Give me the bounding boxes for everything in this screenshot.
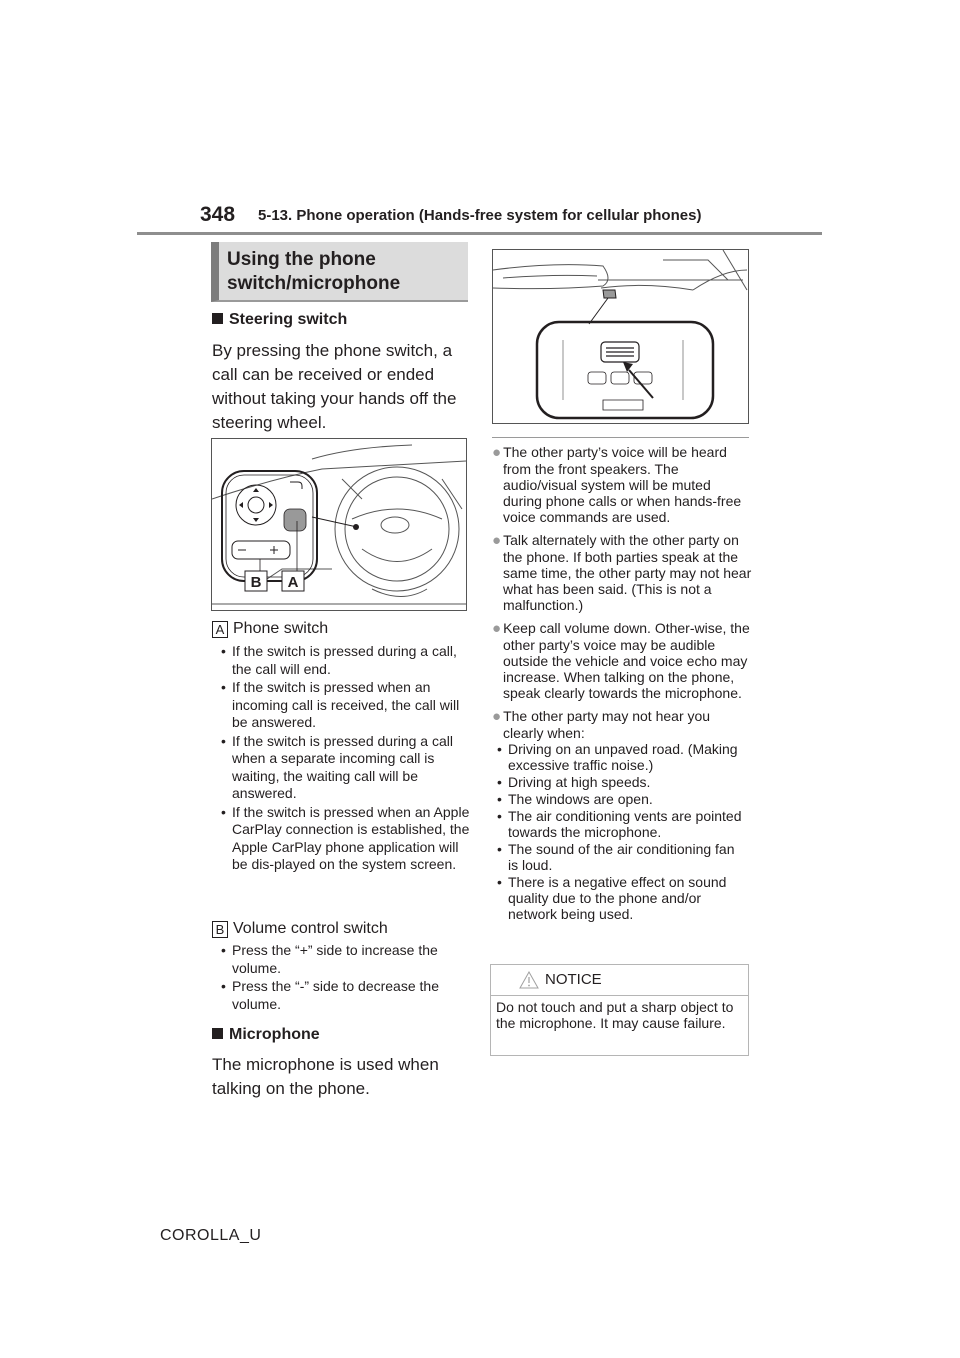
note-item: ● Keep call volume down. Other-wise, the other party’s voice may be audible outside the vehicle and voice echo may increase. When talking on the phone, speak clearly towards the microphone. bbox=[492, 620, 750, 701]
notice-title: NOTICE bbox=[545, 971, 602, 988]
notice-header bbox=[491, 965, 748, 996]
note-item: ● The other party’s voice will be heard from the front speakers. The audio/visual system will be muted during phone calls or when hands-free voice commands are used. bbox=[492, 444, 742, 525]
list-item: • The air conditioning vents are pointed towards the microphone. bbox=[492, 808, 747, 840]
circle-bullet-icon: ● bbox=[492, 444, 502, 461]
steering-switch-heading bbox=[212, 311, 347, 329]
switch-panel-inset bbox=[222, 471, 317, 581]
page-number: 348 bbox=[200, 203, 236, 226]
footer-code: COROLLA_U bbox=[160, 1227, 262, 1244]
square-bullet-icon bbox=[212, 313, 223, 324]
section-title: 5-13. Phone operation (Hands-free system for cellular phones) bbox=[258, 207, 702, 224]
volume-switch-label-row bbox=[212, 920, 388, 938]
volume-switch-list bbox=[216, 942, 471, 1014]
callout-a-label: A bbox=[287, 574, 299, 591]
notes-list bbox=[492, 444, 752, 923]
callout-b: B bbox=[212, 921, 228, 938]
circle-bullet-icon: ● bbox=[492, 532, 502, 549]
notice-box bbox=[490, 964, 749, 1056]
circle-bullet-icon: ● bbox=[492, 620, 502, 637]
body-line: talking on the phone. bbox=[212, 1079, 370, 1098]
list-item: • There is a negative effect on sound quality due to the phone and/or network being used. bbox=[492, 874, 747, 922]
note-item: ● The other party may not hear you clearly when: bbox=[492, 708, 711, 741]
list-item: • If the switch is pressed during a call when a separate incoming call is waiting, the waiting call will be answered. bbox=[216, 733, 471, 803]
microphone-body bbox=[212, 1053, 472, 1101]
list-item: • Driving at high speeds. bbox=[492, 774, 747, 790]
conditions-list bbox=[492, 741, 747, 922]
section-heading-line2: switch/microphone bbox=[227, 273, 401, 294]
steering-wheel-illustration bbox=[212, 439, 466, 610]
notice-body: Do not touch and put a sharp object to the microphone. It may cause failure. bbox=[496, 999, 734, 1031]
steering-switch-body bbox=[212, 339, 472, 435]
body-line: call can be received or ended bbox=[212, 365, 435, 384]
list-item: • Press the “-” side to decrease the volume. bbox=[216, 978, 471, 1013]
section-heading-line1: Using the phone bbox=[227, 249, 376, 270]
square-bullet-icon bbox=[212, 1028, 223, 1039]
header-rule bbox=[137, 232, 822, 235]
steering-switch-heading-text: Steering switch bbox=[229, 311, 348, 328]
list-item: • If the switch is pressed during a call, the call will end. bbox=[216, 643, 471, 678]
list-item: • The sound of the air conditioning fan is loud. bbox=[492, 841, 747, 873]
body-line: The microphone is used when bbox=[212, 1055, 439, 1074]
warning-triangle-icon bbox=[519, 971, 539, 989]
microphone-heading-text: Microphone bbox=[229, 1026, 320, 1043]
body-line: By pressing the phone switch, a bbox=[212, 341, 453, 360]
steering-switch-figure bbox=[211, 438, 467, 611]
callout-a: A bbox=[212, 621, 228, 638]
body-line: without taking your hands off the bbox=[212, 389, 457, 408]
list-item: • Press the “+” side to increase the volume. bbox=[216, 942, 471, 977]
phone-switch-label-row bbox=[212, 620, 328, 638]
list-item: • Driving on an unpaved road. (Making excessive traffic noise.) bbox=[492, 741, 747, 773]
list-item: • The windows are open. bbox=[492, 791, 747, 807]
volume-switch-label: Volume control switch bbox=[233, 920, 388, 937]
callout-b-label: B bbox=[250, 574, 262, 591]
overhead-microphone-illustration bbox=[493, 250, 748, 423]
pointer-line bbox=[312, 517, 357, 527]
body-line: steering wheel. bbox=[212, 413, 327, 432]
list-item: • If the switch is pressed when an incoming call is received, the call will be answered. bbox=[216, 679, 471, 732]
note-item: ● Talk alternately with the other party on the phone. If both parties speak at the same time, the other party may not hear what has been said. (This is not a malfunction.) bbox=[492, 532, 752, 613]
divider bbox=[492, 437, 749, 438]
microphone-heading bbox=[212, 1026, 320, 1044]
circle-bullet-icon: ● bbox=[492, 708, 502, 725]
microphone-inset bbox=[537, 322, 713, 418]
phone-switch-label: Phone switch bbox=[233, 620, 329, 637]
phone-switch-list bbox=[216, 643, 471, 875]
list-item: • If the switch is pressed when an Apple CarPlay connection is established, the Apple CarPlay phone application will be dis-played on the system screen. bbox=[216, 804, 471, 874]
microphone-figure bbox=[492, 249, 749, 424]
section-heading bbox=[211, 242, 468, 302]
